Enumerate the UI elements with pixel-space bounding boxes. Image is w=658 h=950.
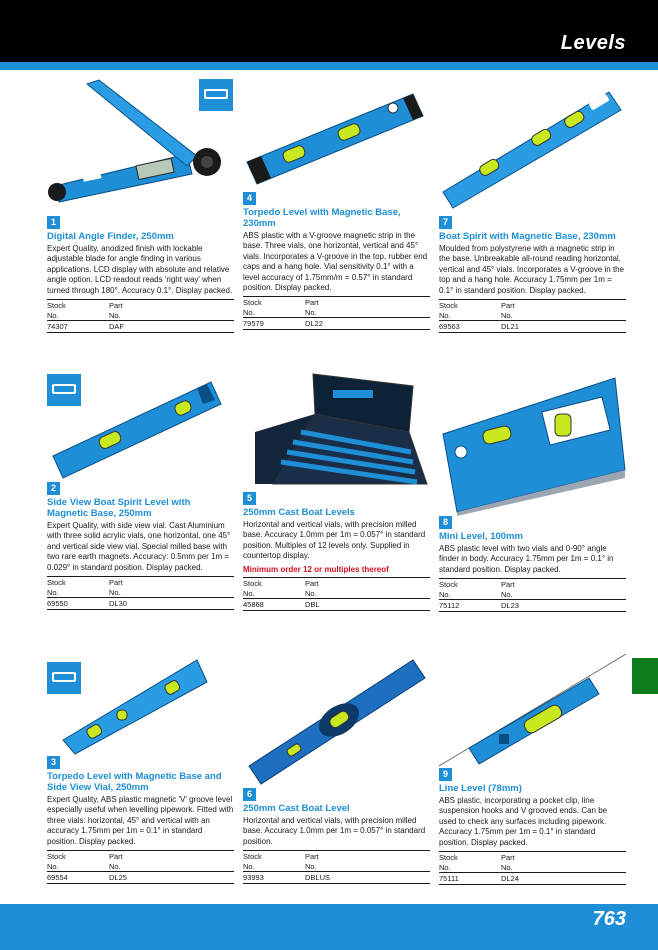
stock-table xyxy=(243,296,430,330)
product-card xyxy=(243,74,430,330)
stock-no: 45868 xyxy=(243,598,305,610)
product-image-torpedo-level-blue xyxy=(47,654,234,756)
header-bar xyxy=(0,0,658,62)
table-row xyxy=(439,600,626,612)
stock-header: Stock xyxy=(439,852,501,863)
stock-header: Stock xyxy=(47,300,109,311)
table-row xyxy=(243,872,430,884)
product-title: Line Level (78mm) xyxy=(439,783,522,794)
product-title: Torpedo Level with Magnetic Base, 230mm xyxy=(243,207,401,229)
stock-no-header: No. xyxy=(47,862,59,872)
product-image-mini-level xyxy=(439,374,626,516)
part-no-header: No. xyxy=(305,308,317,318)
part-header: Part xyxy=(501,852,626,863)
stock-header: Stock xyxy=(439,579,501,590)
product-card xyxy=(47,654,234,884)
product-description: ABS plastic, incorporating a pocket clip, line suspension hooks and V grooved ends. Can be used to check any surfaces including pipework. Accuracy 1.75mm per 1m = 0.1° in standard position. Display packed. xyxy=(439,796,608,847)
product-number: 6 xyxy=(243,788,256,801)
product-title: Digital Angle Finder, 250mm xyxy=(47,231,174,242)
product-number: 4 xyxy=(243,192,256,205)
part-header: Part xyxy=(305,577,430,588)
stock-header: Stock xyxy=(439,300,501,311)
product-title: Torpedo Level with Magnetic Base and Side View Vial, 250mm xyxy=(47,771,222,793)
part-header: Part xyxy=(305,851,430,862)
stock-no: 69550 xyxy=(47,598,109,610)
product-number: 1 xyxy=(47,216,60,229)
minimum-order-note: Minimum order 12 or multiples thereof xyxy=(243,564,389,574)
part-no-header: No. xyxy=(305,862,317,872)
product-card xyxy=(47,74,234,333)
part-no: DL24 xyxy=(501,873,626,885)
stock-table xyxy=(439,299,626,333)
product-card xyxy=(47,360,234,610)
product-number: 2 xyxy=(47,482,60,495)
stock-header: Stock xyxy=(243,297,305,308)
stock-header: Stock xyxy=(47,851,109,862)
product-image-cast-boat-level xyxy=(243,656,430,788)
stock-no: 69554 xyxy=(47,872,109,884)
section-tab xyxy=(632,658,658,694)
part-no: DL21 xyxy=(501,321,626,333)
table-row xyxy=(439,873,626,885)
product-description: Moulded from polystyrene with a magnetic strip in the base. Unbreakable all-round reading horizontal, vertical and 45° vials. Incorporates a V-groove in the top and a hang hole. Accuracy 1.75mm per 1m = 0.1° in standard position. Display packed. xyxy=(439,244,625,295)
part-no: DL23 xyxy=(501,600,626,612)
stock-no: 79579 xyxy=(243,318,305,330)
product-title: Boat Spirit with Magnetic Base, 230mm xyxy=(439,231,616,242)
stock-no: 69563 xyxy=(439,321,501,333)
stock-header: Stock xyxy=(243,577,305,588)
product-number: 7 xyxy=(439,216,452,229)
stock-header: Stock xyxy=(47,577,109,588)
header-stripe xyxy=(0,62,658,70)
part-no: DL22 xyxy=(305,318,430,330)
stock-table xyxy=(243,577,430,611)
table-row xyxy=(243,318,430,330)
product-title: Mini Level, 100mm xyxy=(439,531,523,542)
product-description: ABS plastic with a V-groove magnetic strip in the base. Three vials, one horizontal, vertical and 45° vials. Incorporates a V-groove in the top, rubber end caps and a hang hole. Vial sensitivity 0.1° with a level accuracy of 1.75mm/m = 0.57° in standard position. Display packed. xyxy=(243,231,428,293)
section-title: Levels xyxy=(560,32,626,54)
stock-no-header: No. xyxy=(439,311,451,321)
stock-table xyxy=(243,850,430,884)
part-header: Part xyxy=(305,297,430,308)
part-no-header: No. xyxy=(109,588,121,598)
footer-bar xyxy=(0,904,658,950)
product-card xyxy=(243,656,430,884)
table-row xyxy=(243,598,430,610)
product-description: Horizontal and vertical vials, with precision milled base. Accuracy 1.0mm per 1m = 0.057° in standard position. Multiples of 12 levels only. Supplied in countertop display. xyxy=(243,520,426,561)
product-card xyxy=(439,374,626,612)
part-no: DL25 xyxy=(109,872,234,884)
stock-table xyxy=(47,299,234,333)
product-description: ABS plastic level with two vials and 0-90° angle finder in body. Accuracy 1.75mm per 1m = 0.1° in standard position. Display packed. xyxy=(439,544,614,574)
product-image-digital-angle-finder xyxy=(47,74,234,216)
product-number: 5 xyxy=(243,492,256,505)
product-card xyxy=(243,372,430,611)
product-image-boat-spirit-level xyxy=(439,74,626,216)
stock-no-header: No. xyxy=(47,588,59,598)
product-description: Horizontal and vertical vials, with precision milled base. Accuracy 1.0mm per 1m = 0.057° in standard position. xyxy=(243,816,426,846)
product-title: Side View Boat Spirit Level with Magnetic Base, 250mm xyxy=(47,497,191,519)
product-card xyxy=(439,654,626,885)
product-image-side-view-boat-level xyxy=(47,360,234,482)
part-no: DAF xyxy=(109,321,234,333)
stock-no: 93993 xyxy=(243,872,305,884)
product-description: Expert Quality, anodized finish with lockable adjustable blade for angle finding in various applications. LCD display with absolute and relative angle option. LCD readout reads 'right way' when turned through 180°. Accuracy 0.1°. Display packed. xyxy=(47,244,233,295)
table-row xyxy=(47,598,234,610)
product-description: Expert Quality, ABS plastic magnetic 'V' groove level especially useful when levelling pipework. Fitted with three vials: horizontal, 45° and vertical with an accuracy 1.75mm per 1m = 0.1° in standard position. Display packed. xyxy=(47,795,234,846)
table-row xyxy=(47,872,234,884)
product-title: 250mm Cast Boat Level xyxy=(243,803,350,814)
product-description: Expert Quality, with side view vial. Cast Aluminium with three solid acrylic vials, one horizontal, one 45° and vertical side view vial. Special milled base with two rare earth magnets. Accuracy: 0.5mm per 1m = 0.029° in standard position. Display packed. xyxy=(47,521,231,572)
stock-header: Stock xyxy=(243,851,305,862)
stock-no-header: No. xyxy=(243,862,255,872)
part-header: Part xyxy=(501,300,626,311)
stock-table xyxy=(439,578,626,612)
product-number: 9 xyxy=(439,768,452,781)
stock-table xyxy=(47,850,234,884)
table-row xyxy=(439,321,626,333)
stock-no-header: No. xyxy=(243,588,255,598)
part-header: Part xyxy=(109,577,234,588)
product-card xyxy=(439,74,626,333)
part-no-header: No. xyxy=(109,862,121,872)
part-no: DBLUS xyxy=(305,872,430,884)
part-no-header: No. xyxy=(305,588,317,598)
stock-no: 75111 xyxy=(439,873,501,885)
product-title: 250mm Cast Boat Levels xyxy=(243,507,355,518)
product-number: 8 xyxy=(439,516,452,529)
stock-no-header: No. xyxy=(439,863,451,873)
part-no-header: No. xyxy=(109,311,121,321)
part-no-header: No. xyxy=(501,590,513,600)
product-number: 3 xyxy=(47,756,60,769)
product-image-countertop-display xyxy=(243,372,430,492)
page-number: 763 xyxy=(592,908,626,930)
stock-no: 75112 xyxy=(439,600,501,612)
stock-table xyxy=(439,851,626,885)
part-no: DBL xyxy=(305,598,430,610)
stock-no: 74307 xyxy=(47,321,109,333)
part-no-header: No. xyxy=(501,311,513,321)
part-no: DL30 xyxy=(109,598,234,610)
stock-no-header: No. xyxy=(243,308,255,318)
product-image-torpedo-level-black xyxy=(243,74,430,192)
part-header: Part xyxy=(109,851,234,862)
table-row xyxy=(47,321,234,333)
stock-no-header: No. xyxy=(439,590,451,600)
product-image-line-level xyxy=(439,654,626,768)
part-no-header: No. xyxy=(501,863,513,873)
stock-no-header: No. xyxy=(47,311,59,321)
part-header: Part xyxy=(501,579,626,590)
part-header: Part xyxy=(109,300,234,311)
stock-table xyxy=(47,576,234,610)
